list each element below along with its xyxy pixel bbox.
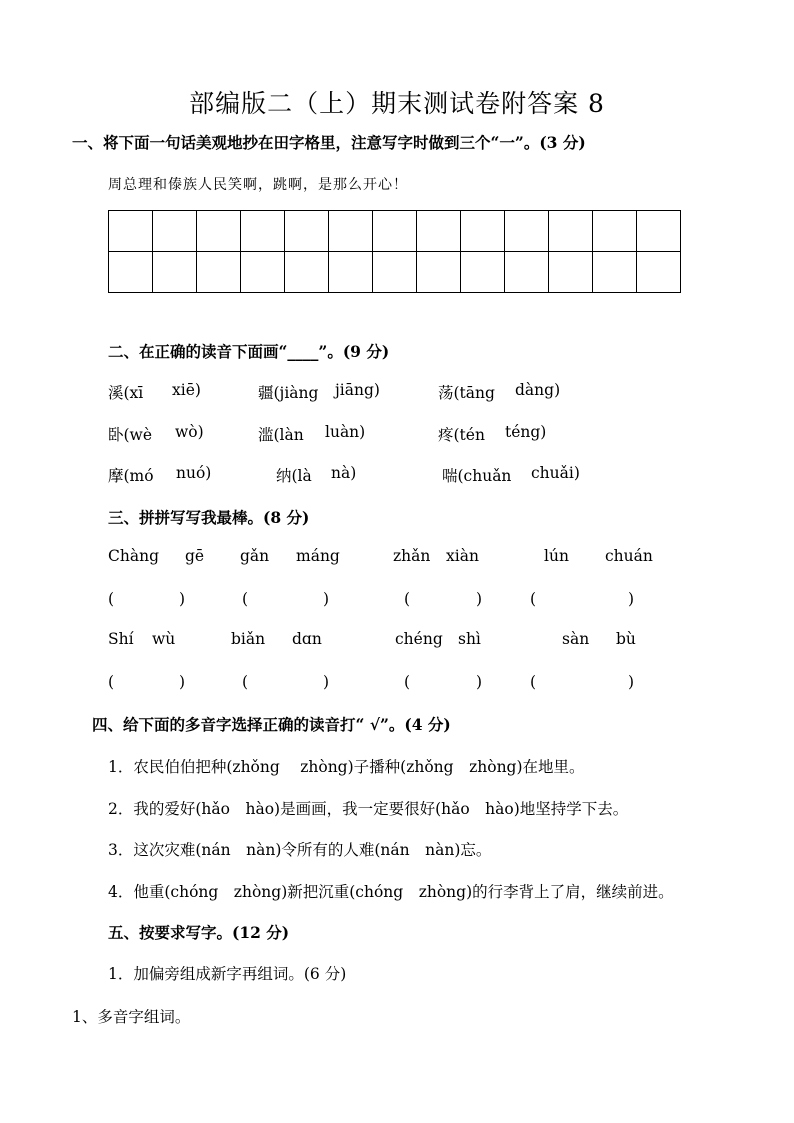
answer-paren-close[interactable]: ) xyxy=(179,590,186,608)
q2-item[interactable]: jiāng) xyxy=(335,381,380,399)
q2-heading: 二、在正确的读音下面画“____”。(9 分) xyxy=(108,342,390,361)
grid-cell[interactable] xyxy=(329,252,373,293)
grid-cell[interactable] xyxy=(241,252,285,293)
q4-item[interactable]: 2．我的爱好(hǎo hào)是画画，我一定要很好(hǎo hào)地坚持学下去。 xyxy=(108,800,629,818)
q5-heading: 五、按要求写字。(12 分) xyxy=(108,923,290,942)
grid-cell[interactable] xyxy=(197,252,241,293)
q4-item[interactable]: 3．这次灾难(nán nàn)令所有的人难(nán nàn)忘。 xyxy=(108,841,492,859)
grid-cell[interactable] xyxy=(593,211,637,252)
pinyin-syllable: gǎn xyxy=(240,547,270,565)
grid-cell[interactable] xyxy=(549,252,593,293)
pinyin-syllable: gē xyxy=(185,547,205,565)
pinyin-syllable: dɑn xyxy=(292,630,322,648)
q2-item[interactable]: 摩(mó xyxy=(108,467,154,485)
pinyin-syllable: lún xyxy=(544,547,569,565)
q2-item[interactable]: nuó) xyxy=(176,464,212,482)
q2-item[interactable]: 卧(wè xyxy=(108,426,152,444)
tianzige-grid[interactable] xyxy=(108,210,681,293)
answer-paren-open[interactable]: ( xyxy=(530,590,537,608)
answer-paren-open[interactable]: ( xyxy=(530,673,537,691)
pinyin-syllable: xiàn xyxy=(446,547,479,565)
grid-cell[interactable] xyxy=(109,211,153,252)
q4-item[interactable]: 4．他重(chóng zhòng)新把沉重(chóng zhòng)的行李背上了肩，继续前进。 xyxy=(108,883,674,901)
answer-paren-close[interactable]: ) xyxy=(628,673,635,691)
q5-subheading: 1．加偏旁组成新字再组词。(6 分) xyxy=(108,965,347,983)
q2-item[interactable]: 滥(làn xyxy=(258,426,304,444)
grid-cell[interactable] xyxy=(373,211,417,252)
q2-item[interactable]: 荡(tāng xyxy=(438,384,495,402)
q2-item[interactable]: dàng) xyxy=(515,381,561,399)
grid-cell[interactable] xyxy=(461,252,505,293)
q2-item[interactable]: xiē) xyxy=(172,381,201,399)
grid-cell[interactable] xyxy=(417,211,461,252)
grid-cell[interactable] xyxy=(285,252,329,293)
answer-paren-close[interactable]: ) xyxy=(323,590,330,608)
grid-cell[interactable] xyxy=(329,211,373,252)
grid-cell[interactable] xyxy=(593,252,637,293)
answer-paren-open[interactable]: ( xyxy=(242,673,249,691)
q2-item[interactable]: téng) xyxy=(505,423,547,441)
pinyin-syllable: chuán xyxy=(605,547,653,565)
pinyin-syllable: biǎn xyxy=(231,630,266,648)
answer-paren-open[interactable]: ( xyxy=(404,590,411,608)
answer-paren-open[interactable]: ( xyxy=(108,673,115,691)
q2-item[interactable]: 纳(là xyxy=(276,467,312,485)
pinyin-syllable: chéng xyxy=(395,630,443,648)
pinyin-syllable: Shí xyxy=(108,630,134,648)
pinyin-syllable: sàn xyxy=(562,630,590,648)
answer-paren-open[interactable]: ( xyxy=(404,673,411,691)
grid-cell[interactable] xyxy=(197,211,241,252)
q3-heading: 三、拼拼写写我最棒。(8 分) xyxy=(108,508,310,527)
answer-paren-open[interactable]: ( xyxy=(108,590,115,608)
grid-cell[interactable] xyxy=(637,211,681,252)
answer-paren-close[interactable]: ) xyxy=(179,673,186,691)
grid-cell[interactable] xyxy=(241,211,285,252)
pinyin-syllable: shì xyxy=(458,630,481,648)
grid-cell[interactable] xyxy=(373,252,417,293)
q2-item[interactable]: 溪(xī xyxy=(108,384,144,402)
grid-cell[interactable] xyxy=(549,211,593,252)
grid-cell[interactable] xyxy=(637,252,681,293)
q2-item[interactable]: nà) xyxy=(331,464,357,482)
pinyin-syllable: Chàng xyxy=(108,547,159,565)
polyphone-section: 1、多音字组词。 xyxy=(72,1008,191,1026)
grid-cell[interactable] xyxy=(285,211,329,252)
q2-item[interactable]: wò) xyxy=(175,423,204,441)
grid-cell[interactable] xyxy=(505,252,549,293)
q2-item[interactable]: chuǎi) xyxy=(531,464,580,482)
grid-row xyxy=(109,252,681,293)
pinyin-syllable: máng xyxy=(296,547,340,565)
pinyin-syllable: wù xyxy=(152,630,176,648)
grid-cell[interactable] xyxy=(153,252,197,293)
q1-sentence: 周总理和傣族人民笑啊，跳啊，是那么开心！ xyxy=(108,177,408,193)
grid-cell[interactable] xyxy=(505,211,549,252)
grid-row xyxy=(109,211,681,252)
q2-item[interactable]: 疆(jiàng xyxy=(258,384,319,402)
q4-heading: 四、给下面的多音字选择正确的读音打“ √”。(4 分) xyxy=(92,715,451,734)
grid-cell[interactable] xyxy=(109,252,153,293)
grid-cell[interactable] xyxy=(417,252,461,293)
q2-item[interactable]: 喘(chuǎn xyxy=(442,467,512,485)
answer-paren-close[interactable]: ) xyxy=(323,673,330,691)
pinyin-syllable: bù xyxy=(616,630,636,648)
grid-cell[interactable] xyxy=(153,211,197,252)
q2-item[interactable]: 疼(tén xyxy=(438,426,485,444)
answer-paren-open[interactable]: ( xyxy=(242,590,249,608)
answer-paren-close[interactable]: ) xyxy=(476,590,483,608)
grid-cell[interactable] xyxy=(461,211,505,252)
answer-paren-close[interactable]: ) xyxy=(476,673,483,691)
q1-heading: 一、将下面一句话美观地抄在田字格里，注意写字时做到三个“一”。(3 分) xyxy=(72,133,586,152)
page-title: 部编版二（上）期末测试卷附答案 8 xyxy=(189,89,605,118)
pinyin-syllable: zhǎn xyxy=(393,547,431,565)
answer-paren-close[interactable]: ) xyxy=(628,590,635,608)
q4-item[interactable]: 1．农民伯伯把种(zhǒng zhòng)子播种(zhǒng zhòng)在地里。 xyxy=(108,758,585,776)
q2-item[interactable]: luàn) xyxy=(325,423,366,441)
